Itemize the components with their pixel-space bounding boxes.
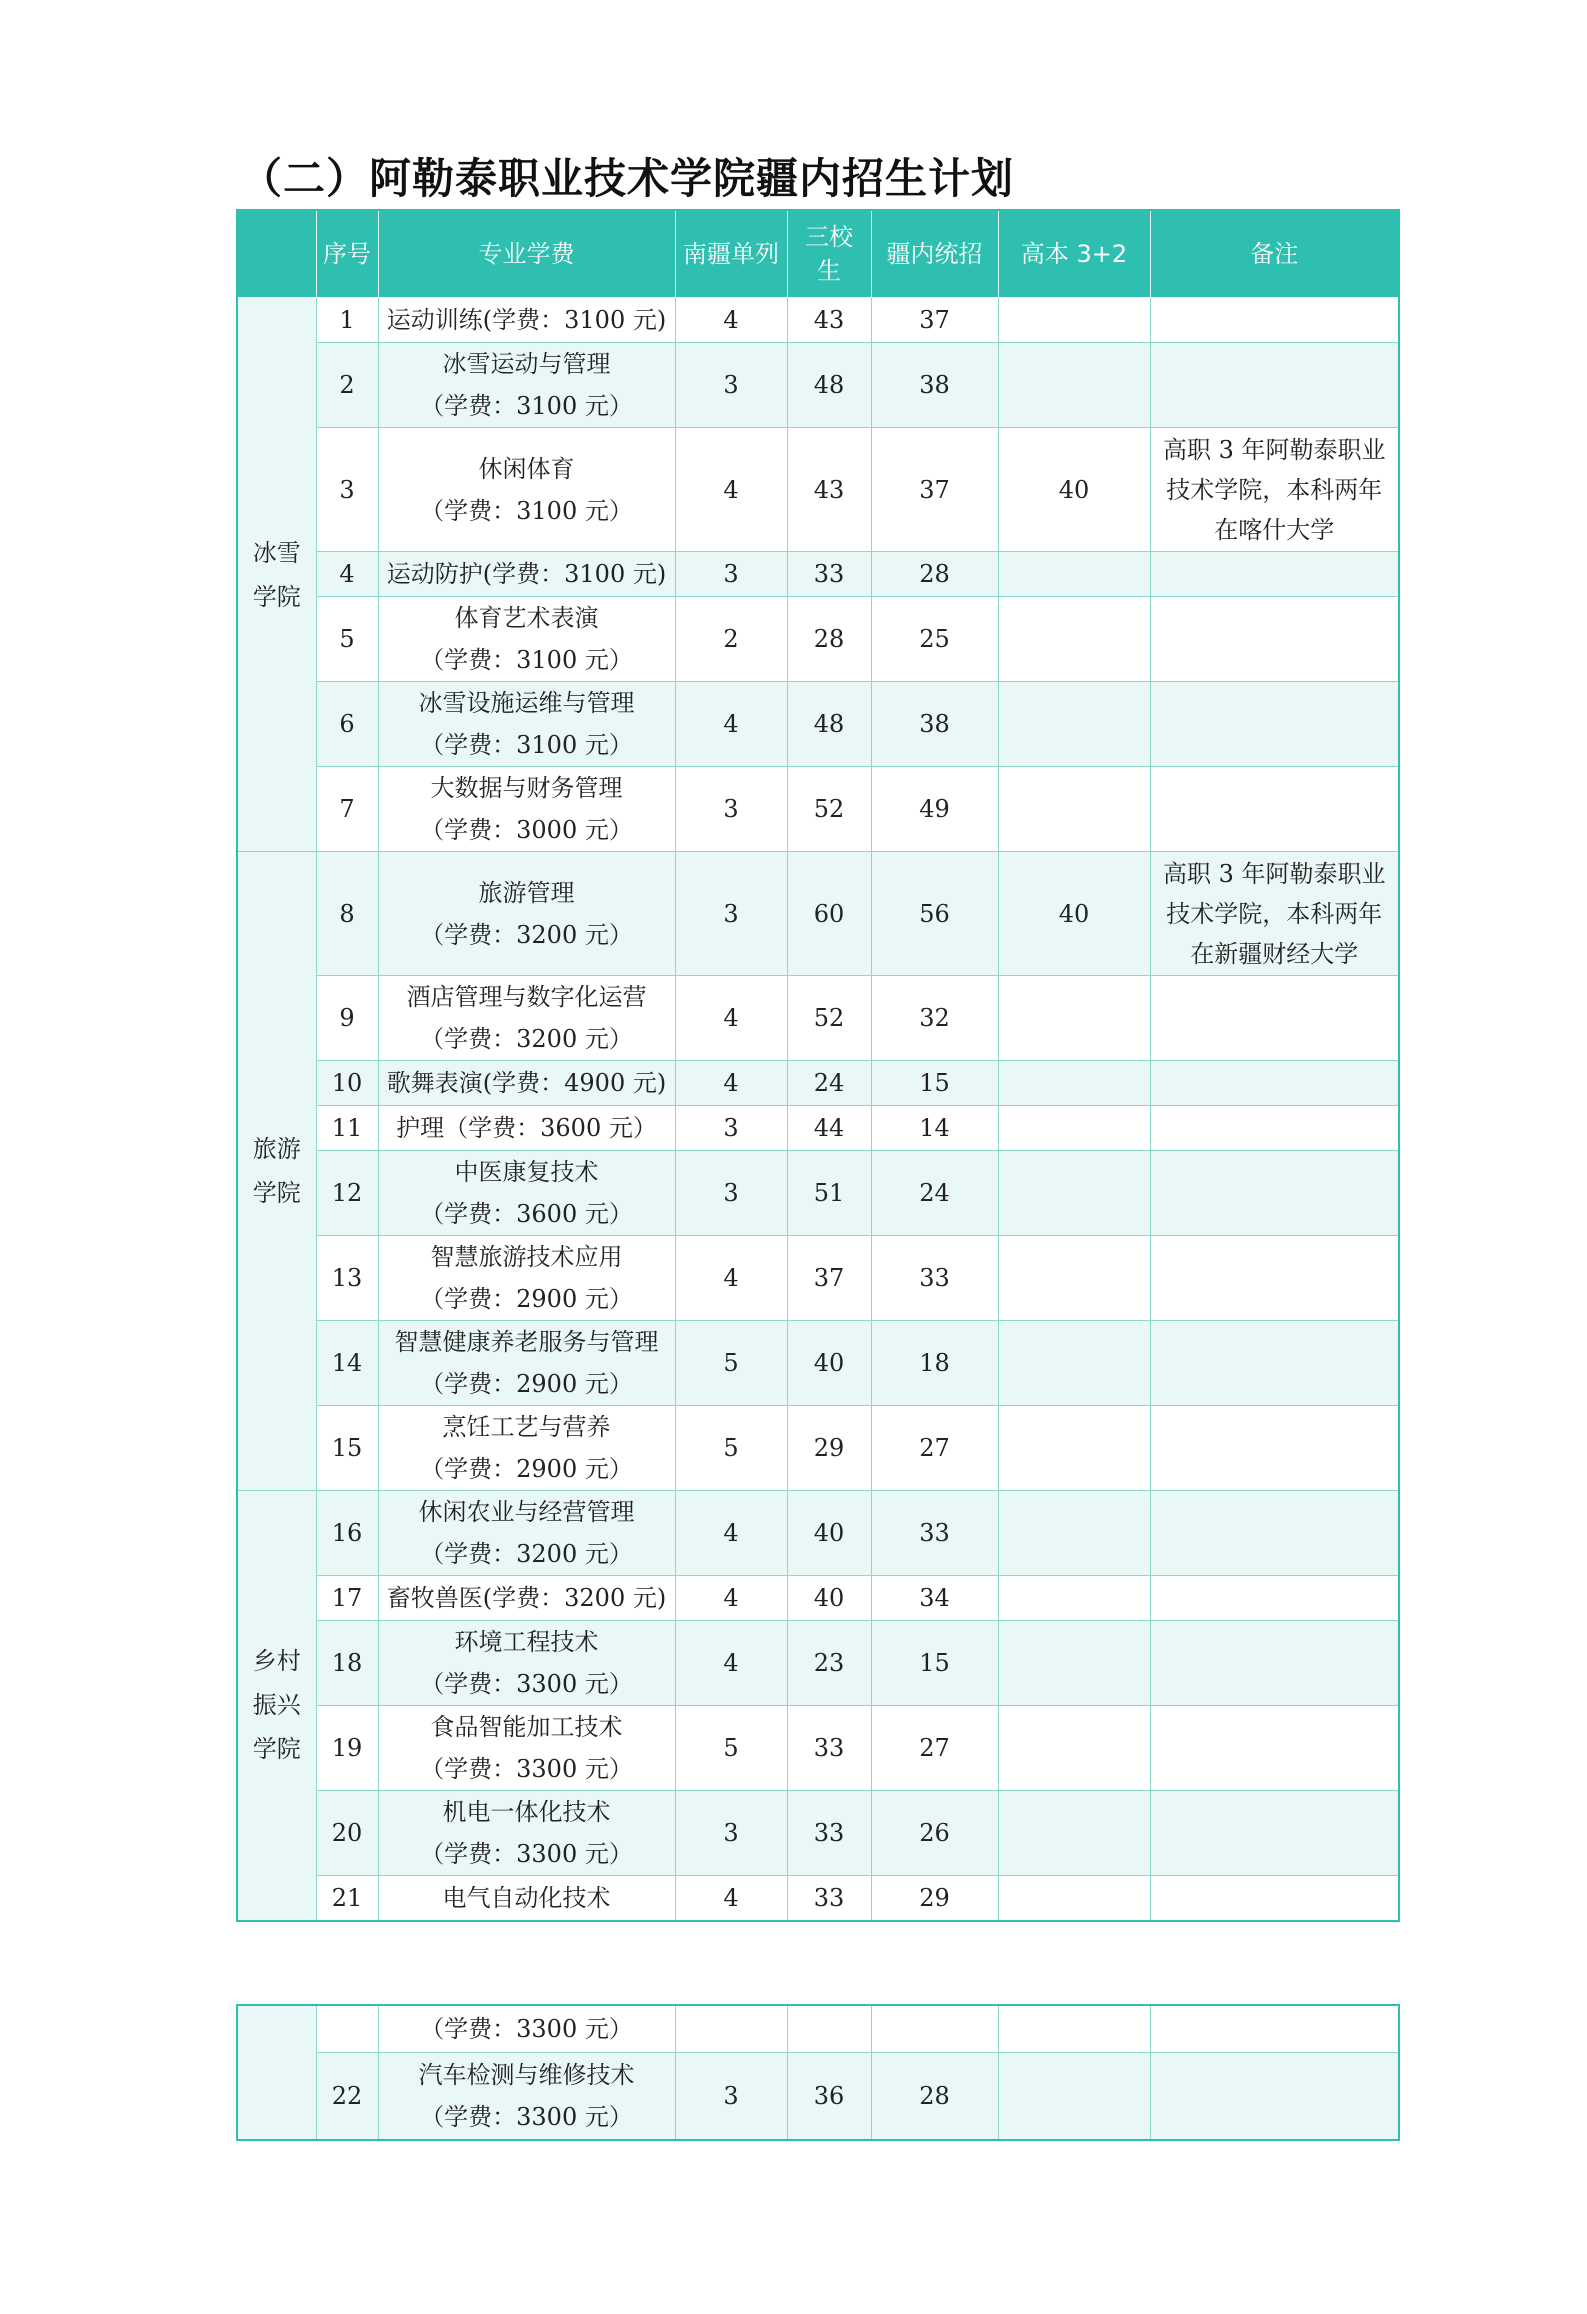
jiangnei-value: 37 [871, 298, 998, 343]
jiangnei-value: 25 [871, 597, 998, 682]
table-row [237, 1876, 1399, 1921]
major-fee: （学费：3200 元） [420, 1540, 633, 1568]
nanjiang-value: 4 [675, 1061, 787, 1106]
table-row [237, 552, 1399, 597]
gaoben-value [998, 1061, 1150, 1106]
major-fee-cell [378, 976, 675, 1061]
sanxiao-value: 52 [787, 767, 871, 852]
sanxiao-value: 33 [787, 1706, 871, 1791]
remark-cell [1150, 1791, 1399, 1876]
jiangnei-value: 29 [871, 1876, 998, 1921]
major-name: 中医康复技术 [454, 1158, 599, 1186]
major-name: 休闲体育 [478, 454, 575, 483]
remark-cell [1150, 1406, 1399, 1491]
nanjiang-value: 4 [675, 1876, 787, 1921]
gaoben-value [998, 2005, 1150, 2052]
jiangnei-value: 15 [871, 1621, 998, 1706]
nanjiang-value: 4 [675, 682, 787, 767]
major-name: 运动防护(学费：3100 元) [386, 560, 667, 588]
nanjiang-value: 4 [675, 976, 787, 1061]
major-fee-cell [378, 343, 675, 428]
sanxiao-value: 51 [787, 1151, 871, 1236]
jiangnei-value: 28 [871, 2052, 998, 2140]
major-fee-cell [378, 597, 675, 682]
remark-cell [1150, 552, 1399, 597]
header-nanjiang: 南疆单列 [675, 210, 787, 298]
row-number: 5 [316, 597, 378, 682]
remark-line: 在喀什大学 [1214, 515, 1335, 544]
remark-cell [1150, 1621, 1399, 1706]
remark-cell [1150, 597, 1399, 682]
table-row [237, 2052, 1399, 2140]
group-name-line: 旅游 [252, 1135, 301, 1163]
gaoben-value [998, 1706, 1150, 1791]
table-row [237, 1491, 1399, 1576]
sanxiao-value: 40 [787, 1491, 871, 1576]
sanxiao-value: 24 [787, 1061, 871, 1106]
jiangnei-value: 34 [871, 1576, 998, 1621]
nanjiang-value [675, 2005, 787, 2052]
table-row [237, 1576, 1399, 1621]
jiangnei-value: 28 [871, 552, 998, 597]
major-name: 畜牧兽医(学费：3200 元) [386, 1584, 667, 1612]
gaoben-value [998, 552, 1150, 597]
table-row [237, 976, 1399, 1061]
sanxiao-value: 23 [787, 1621, 871, 1706]
row-number: 8 [316, 852, 378, 976]
sanxiao-value [787, 2005, 871, 2052]
table-row [237, 1106, 1399, 1151]
jiangnei-value: 27 [871, 1406, 998, 1491]
major-name: 冰雪运动与管理 [442, 350, 611, 378]
remark-line: 技术学院，本科两年 [1166, 899, 1383, 928]
nanjiang-value: 3 [675, 852, 787, 976]
sanxiao-value: 43 [787, 298, 871, 343]
remark-line: 在新疆财经大学 [1190, 939, 1359, 968]
header-major: 专业学费 [378, 210, 675, 298]
remark-cell [1150, 1106, 1399, 1151]
major-fee-cell [378, 1491, 675, 1576]
major-fee-cell [378, 852, 675, 976]
table-row [237, 852, 1399, 976]
major-fee: （学费：3100 元） [420, 646, 633, 674]
row-number: 18 [316, 1621, 378, 1706]
jiangnei-value: 24 [871, 1151, 998, 1236]
remark-cell [1150, 767, 1399, 852]
remark-cell [1150, 1236, 1399, 1321]
major-fee: （学费：3300 元） [420, 1755, 633, 1783]
row-number: 15 [316, 1406, 378, 1491]
remark-cell [1150, 976, 1399, 1061]
nanjiang-value: 3 [675, 1106, 787, 1151]
row-number: 4 [316, 552, 378, 597]
row-number: 9 [316, 976, 378, 1061]
major-fee: （学费：3300 元） [420, 1670, 633, 1698]
row-number: 1 [316, 298, 378, 343]
remark-cell [1150, 2052, 1399, 2140]
table-row [237, 298, 1399, 343]
major-name: 大数据与财务管理 [430, 774, 623, 802]
nanjiang-value: 4 [675, 298, 787, 343]
major-fee: （学费：3100 元） [420, 496, 633, 525]
remark-cell [1150, 1061, 1399, 1106]
major-name: 休闲农业与经营管理 [418, 1498, 635, 1526]
major-fee: （学费：3100 元） [420, 392, 633, 420]
table-row [237, 1791, 1399, 1876]
group-name-line: 学院 [252, 1735, 301, 1764]
nanjiang-value: 4 [675, 1236, 787, 1321]
sanxiao-value: 36 [787, 2052, 871, 2140]
major-fee-cell [378, 1706, 675, 1791]
nanjiang-value: 4 [675, 1576, 787, 1621]
major-fee: （学费：3300 元） [420, 1840, 633, 1868]
table-row [237, 1406, 1399, 1491]
row-number: 21 [316, 1876, 378, 1921]
sanxiao-value: 48 [787, 682, 871, 767]
gaoben-value [998, 1236, 1150, 1321]
gaoben-value [998, 1406, 1150, 1491]
jiangnei-value: 26 [871, 1791, 998, 1876]
major-name: 智慧旅游技术应用 [430, 1243, 623, 1271]
row-number: 2 [316, 343, 378, 428]
major-fee: （学费：2900 元） [420, 1285, 633, 1313]
jiangnei-value: 33 [871, 1491, 998, 1576]
major-name: 电气自动化技术 [442, 1883, 611, 1912]
remark-line: 高职 3 年阿勒泰职业 [1162, 435, 1386, 464]
jiangnei-value: 33 [871, 1236, 998, 1321]
major-name: 冰雪设施运维与管理 [418, 689, 635, 717]
major-fee-cell [378, 1151, 675, 1236]
jiangnei-value [871, 2005, 998, 2052]
jiangnei-value: 38 [871, 682, 998, 767]
nanjiang-value: 2 [675, 597, 787, 682]
major-name: （学费：3300 元） [420, 2014, 633, 2043]
jiangnei-value: 49 [871, 767, 998, 852]
gaoben-value [998, 976, 1150, 1061]
group-name-cell [237, 298, 316, 852]
nanjiang-value: 5 [675, 1406, 787, 1491]
gaoben-value: 40 [998, 852, 1150, 976]
jiangnei-value: 32 [871, 976, 998, 1061]
gaoben-value [998, 767, 1150, 852]
gaoben-value [998, 682, 1150, 767]
row-number: 20 [316, 1791, 378, 1876]
major-fee-cell [378, 2052, 675, 2140]
remark-cell [1150, 682, 1399, 767]
gaoben-value: 40 [998, 428, 1150, 552]
group-name-cell [237, 1491, 316, 1921]
sanxiao-value: 44 [787, 1106, 871, 1151]
major-fee-cell [378, 767, 675, 852]
page-title: （二）阿勒泰职业技术学院疆内招生计划 [240, 154, 1015, 203]
table-row [237, 682, 1399, 767]
sanxiao-value: 33 [787, 1876, 871, 1921]
gaoben-value [998, 1576, 1150, 1621]
major-name: 运动训练(学费：3100 元) [386, 306, 667, 334]
row-number [316, 2005, 378, 2052]
gaoben-value [998, 343, 1150, 428]
row-number: 7 [316, 767, 378, 852]
sanxiao-value: 29 [787, 1406, 871, 1491]
remark-cell [1150, 1706, 1399, 1791]
major-fee: （学费：2900 元） [420, 1455, 633, 1483]
major-fee-cell [378, 428, 675, 552]
major-name: 护理（学费：3600 元） [396, 1114, 657, 1142]
major-fee: （学费：3100 元） [420, 731, 633, 759]
major-fee-cell [378, 1321, 675, 1406]
major-fee: （学费：3600 元） [420, 1200, 633, 1228]
jiangnei-value: 15 [871, 1061, 998, 1106]
major-name: 歌舞表演(学费：4900 元) [386, 1069, 667, 1097]
nanjiang-value: 4 [675, 1621, 787, 1706]
sanxiao-value: 48 [787, 343, 871, 428]
major-fee-cell [378, 1621, 675, 1706]
major-name: 旅游管理 [478, 878, 575, 907]
group-name-cell [237, 2005, 316, 2140]
header-remark: 备注 [1150, 210, 1399, 298]
nanjiang-value: 5 [675, 1321, 787, 1406]
row-number: 22 [316, 2052, 378, 2140]
major-name: 智慧健康养老服务与管理 [394, 1328, 659, 1356]
table-row [237, 428, 1399, 552]
major-name: 食品智能加工技术 [430, 1713, 623, 1741]
major-name: 环境工程技术 [454, 1628, 599, 1656]
remark-cell [1150, 2005, 1399, 2052]
remark-cell [1150, 852, 1399, 976]
major-fee-cell [378, 552, 675, 597]
group-name-line: 振兴 [252, 1691, 301, 1720]
nanjiang-value: 3 [675, 552, 787, 597]
major-name: 烹饪工艺与营养 [442, 1413, 611, 1441]
major-fee-cell [378, 1406, 675, 1491]
remark-cell [1150, 343, 1399, 428]
jiangnei-value: 37 [871, 428, 998, 552]
table-row [237, 1321, 1399, 1406]
sanxiao-value: 33 [787, 1791, 871, 1876]
major-fee-cell [378, 1106, 675, 1151]
major-fee: （学费：3200 元） [420, 1025, 633, 1053]
jiangnei-value: 18 [871, 1321, 998, 1406]
gaoben-value [998, 1106, 1150, 1151]
table-row [237, 2005, 1399, 2052]
major-fee: （学费：3300 元） [420, 2102, 633, 2131]
remark-cell [1150, 428, 1399, 552]
major-fee: （学费：3200 元） [420, 920, 633, 949]
nanjiang-value: 3 [675, 1791, 787, 1876]
header-sanxiao: 三校 生 [787, 210, 871, 298]
jiangnei-value: 27 [871, 1706, 998, 1791]
nanjiang-value: 3 [675, 767, 787, 852]
row-number: 12 [316, 1151, 378, 1236]
gaoben-value [998, 1876, 1150, 1921]
table-row [237, 1621, 1399, 1706]
major-name: 汽车检测与维修技术 [418, 2060, 635, 2089]
gaoben-value [998, 2052, 1150, 2140]
gaoben-value [998, 597, 1150, 682]
enrollment-table-continued [236, 2004, 1400, 2141]
header-num: 序号 [316, 210, 378, 298]
remark-cell [1150, 1576, 1399, 1621]
gaoben-value [998, 1151, 1150, 1236]
sanxiao-value: 40 [787, 1576, 871, 1621]
table-row [237, 767, 1399, 852]
gaoben-value [998, 1791, 1150, 1876]
major-fee-cell [378, 1236, 675, 1321]
remark-cell [1150, 1151, 1399, 1236]
gaoben-value [998, 1491, 1150, 1576]
major-fee-cell [378, 298, 675, 343]
remark-cell [1150, 1491, 1399, 1576]
jiangnei-value: 38 [871, 343, 998, 428]
major-fee-cell [378, 682, 675, 767]
major-fee-cell [378, 1576, 675, 1621]
nanjiang-value: 4 [675, 428, 787, 552]
jiangnei-value: 56 [871, 852, 998, 976]
group-name-line: 冰雪 [252, 538, 301, 567]
nanjiang-value: 5 [675, 1706, 787, 1791]
group-name-line: 学院 [252, 582, 301, 611]
gaoben-value [998, 1321, 1150, 1406]
row-number: 11 [316, 1106, 378, 1151]
remark-cell [1150, 1876, 1399, 1921]
row-number: 19 [316, 1706, 378, 1791]
sanxiao-value: 37 [787, 1236, 871, 1321]
major-name: 体育艺术表演 [454, 604, 599, 632]
remark-cell [1150, 298, 1399, 343]
nanjiang-value: 3 [675, 343, 787, 428]
table-row [237, 1706, 1399, 1791]
header-jiangnei: 疆内统招 [871, 210, 998, 298]
sanxiao-value: 60 [787, 852, 871, 976]
table-row [237, 343, 1399, 428]
gaoben-value [998, 1621, 1150, 1706]
remark-line: 技术学院，本科两年 [1166, 475, 1383, 504]
row-number: 10 [316, 1061, 378, 1106]
sanxiao-value: 33 [787, 552, 871, 597]
major-fee-cell [378, 1876, 675, 1921]
major-fee-cell [378, 2005, 675, 2052]
major-name: 机电一体化技术 [442, 1798, 611, 1826]
table-row [237, 1151, 1399, 1236]
enrollment-table [236, 209, 1400, 1922]
major-fee: （学费：3000 元） [420, 816, 633, 844]
major-fee: （学费：2900 元） [420, 1370, 633, 1398]
table-row [237, 1061, 1399, 1106]
row-number: 6 [316, 682, 378, 767]
major-fee-cell [378, 1791, 675, 1876]
header-gaoben: 高本 3+2 [998, 210, 1150, 298]
remark-cell [1150, 1321, 1399, 1406]
sanxiao-value: 28 [787, 597, 871, 682]
group-name-line: 乡村 [252, 1647, 301, 1676]
nanjiang-value: 4 [675, 1491, 787, 1576]
header-group [237, 210, 316, 298]
remark-line: 高职 3 年阿勒泰职业 [1162, 859, 1386, 888]
row-number: 13 [316, 1236, 378, 1321]
group-name-line: 学院 [252, 1179, 301, 1207]
sanxiao-value: 40 [787, 1321, 871, 1406]
jiangnei-value: 14 [871, 1106, 998, 1151]
row-number: 16 [316, 1491, 378, 1576]
major-fee-cell [378, 1061, 675, 1106]
row-number: 14 [316, 1321, 378, 1406]
nanjiang-value: 3 [675, 2052, 787, 2140]
nanjiang-value: 3 [675, 1151, 787, 1236]
row-number: 3 [316, 428, 378, 552]
table-row [237, 597, 1399, 682]
header-row [237, 210, 1399, 298]
major-name: 酒店管理与数字化运营 [406, 983, 647, 1011]
table-row [237, 1236, 1399, 1321]
row-number: 17 [316, 1576, 378, 1621]
sanxiao-value: 43 [787, 428, 871, 552]
group-name-cell [237, 852, 316, 1491]
gaoben-value [998, 298, 1150, 343]
sanxiao-value: 52 [787, 976, 871, 1061]
